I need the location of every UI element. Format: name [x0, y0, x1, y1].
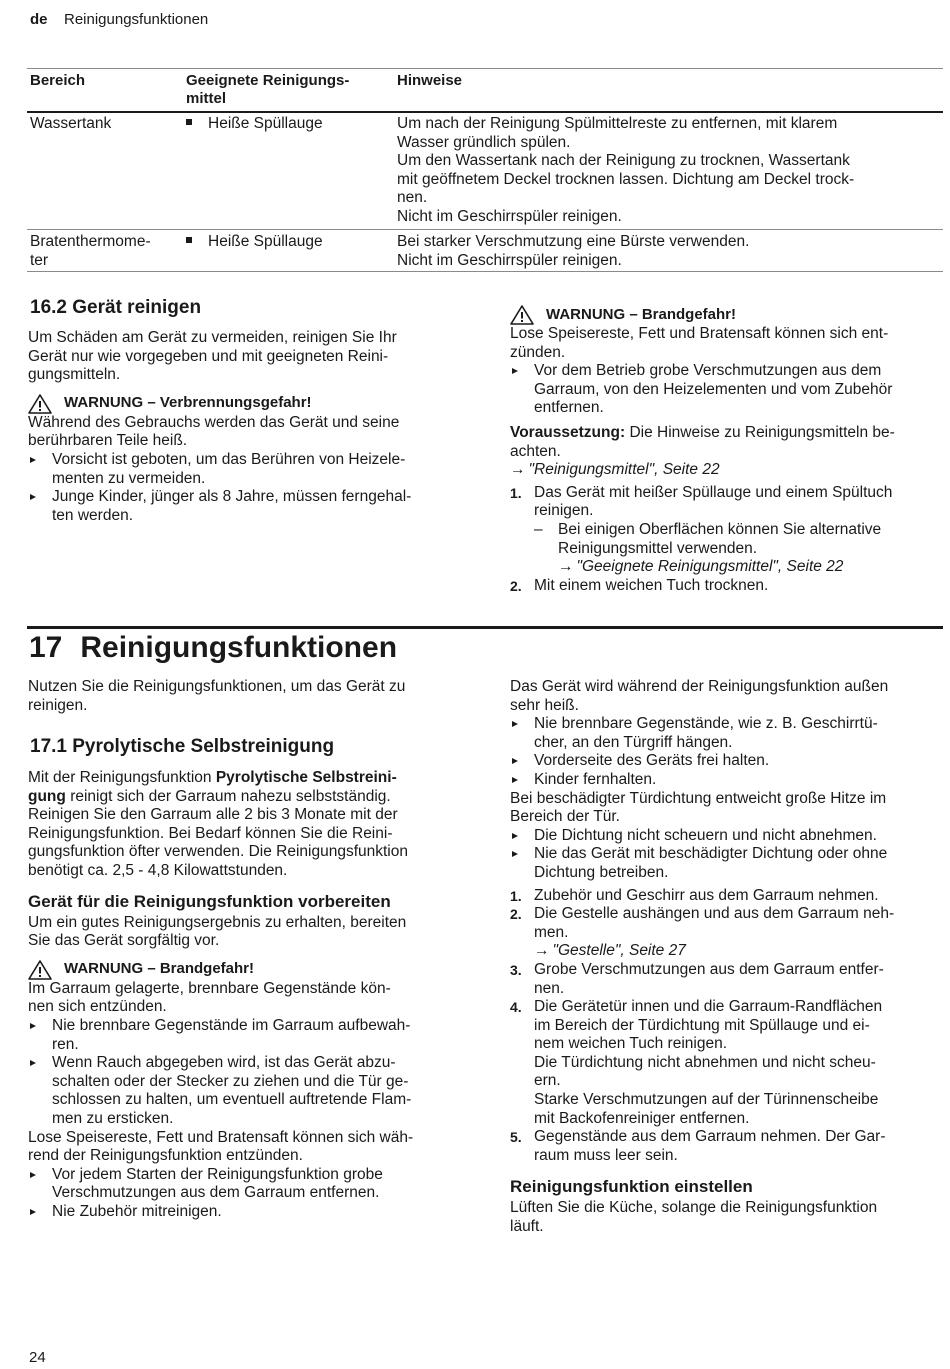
area-line: Bratenthermome- — [30, 233, 151, 250]
section-heading-16-2: 16.2 Gerät reinigen — [30, 297, 202, 318]
text-line: men zu ersticken. — [52, 1109, 174, 1127]
text-line: Die Gerätetür innen und die Garraum-Randflächen — [534, 998, 883, 1016]
subheading-prepare: Gerät für die Reinigungsfunktion vorbereiten — [28, 891, 391, 911]
text-line: Vor dem Betrieb grobe Verschmutzungen aus dem — [534, 362, 882, 380]
step-number: 1. — [510, 484, 522, 501]
pyro-paragraph — [28, 769, 473, 881]
warning-text — [28, 414, 468, 451]
warning-title-text: WARNUNG – Brandgefahr! — [546, 305, 737, 323]
text-line: entfernen. — [534, 399, 604, 417]
text-line: ern. — [534, 1072, 561, 1090]
chapter-17-right — [510, 678, 945, 1237]
text-part: reinigt sich der Garraum nahezu selbstständig. — [70, 787, 391, 805]
numbered-step — [510, 998, 945, 1128]
step-number: 3. — [510, 961, 522, 978]
text-line: schlossen zu halten, um eventuell auftretende Flam- — [52, 1091, 412, 1109]
table-cell-agent — [186, 233, 323, 252]
text-line: Wenn Rauch abgegeben wird, ist das Gerät abzu- — [52, 1054, 396, 1072]
bullet-item — [28, 1017, 473, 1054]
text-line: Zubehör und Geschirr aus dem Garraum nehmen. — [534, 886, 879, 904]
text-line: Sie das Gerät sorgfältig vor. — [28, 932, 220, 950]
seal-paragraph — [510, 790, 945, 827]
note-line: Nicht im Geschirrspüler reinigen. — [397, 207, 622, 225]
warning-triangle-icon — [28, 394, 52, 414]
heat-paragraph — [510, 678, 945, 715]
text-line: Nutzen Sie die Reinigungsfunktionen, um das Gerät zu — [28, 678, 406, 695]
text-line: Vorsicht ist geboten, um das Berühren von Heizele- — [52, 450, 406, 468]
bullet-item — [510, 771, 945, 790]
table-header-area: Bereich — [30, 72, 86, 89]
text-line: nen. — [534, 979, 565, 997]
running-header: Reinigungsfunktionen — [64, 11, 209, 28]
warning-triangle-icon — [510, 305, 534, 325]
text-line: Mit einem weichen Tuch trocknen. — [534, 576, 769, 594]
area-line: ter — [30, 251, 49, 269]
intro-paragraph — [28, 329, 468, 385]
reference-text: "Geeignete Reinigungsmittel", Seite 22 — [576, 558, 844, 576]
section-heading-17-1: 17.1 Pyrolytische Selbstreinigung — [30, 736, 335, 757]
text-line: Nie brennbare Gegenstände im Garraum aufbewah- — [52, 1016, 411, 1034]
prerequisite — [510, 424, 945, 461]
text-line: Die Gestelle aushängen und aus dem Garraum neh- — [534, 905, 895, 923]
text-line: Um Schäden am Gerät zu vermeiden, reinigen Sie Ihr — [28, 329, 397, 346]
function-name: Pyrolytische Selbstreini- — [215, 769, 397, 786]
text-line: berührbaren Teile heiß. — [28, 432, 188, 450]
square-bullet-icon — [186, 237, 192, 243]
step-number: 4. — [510, 999, 522, 1016]
reference-text: "Reinigungsmittel", Seite 22 — [528, 461, 720, 479]
text-line: Während des Gebrauchs werden das Gerät und seine — [28, 413, 400, 431]
header-line: mittel — [186, 90, 227, 107]
bullet-item — [28, 488, 468, 525]
text-line: läuft. — [510, 1218, 544, 1236]
text-line: rend der Reinigungsfunktion entzünden. — [28, 1147, 303, 1165]
text-line: Verschmutzungen aus dem Garraum entfernen. — [52, 1184, 380, 1202]
numbered-step — [510, 577, 945, 596]
arrow-right-icon: → — [534, 942, 550, 960]
note-line: mit geöffnetem Deckel trocknen lassen. Dichtung am Deckel trock- — [397, 170, 855, 188]
numbered-step — [510, 1128, 945, 1165]
text-line: Kinder fernhalten. — [534, 770, 657, 788]
text-line: Lose Speisereste, Fett und Bratensaft können sich ent- — [510, 325, 889, 342]
warning-text — [28, 1129, 473, 1166]
text-line: Das Gerät wird während der Reinigungsfunktion außen — [510, 678, 889, 695]
text-line: gungsfunktion öfter verwenden. Die Reinigungsfunktion — [28, 843, 408, 861]
intro-paragraph — [28, 678, 473, 715]
note-line: Wasser gründlich spülen. — [397, 133, 571, 151]
arrow-right-icon: → — [558, 558, 574, 576]
arrow-right-icon: → — [510, 461, 526, 479]
bullet-item — [510, 827, 945, 846]
text-line: cher, an den Türgriff hängen. — [534, 733, 733, 751]
table-cell-area — [30, 233, 151, 270]
step-number: 2. — [510, 577, 522, 594]
text-line: sehr heiß. — [510, 696, 579, 714]
note-line: nen. — [397, 189, 428, 207]
bullet-item — [28, 1166, 473, 1203]
table-row-rule — [27, 229, 943, 230]
table-bottom-rule — [27, 271, 943, 272]
step-number: 5. — [510, 1129, 522, 1146]
page-number: 24 — [29, 1349, 46, 1366]
set-paragraph — [510, 1199, 945, 1236]
bullet-item — [510, 362, 945, 418]
text-line: Gerät nur wie vorgegeben und mit geeigneten Reini- — [28, 347, 389, 365]
chapter-title — [29, 631, 397, 665]
text-line: Nie Zubehör mitreinigen. — [52, 1202, 222, 1220]
text-line: Lüften Sie die Küche, solange die Reinigungsfunktion — [510, 1199, 878, 1217]
text-line: Die Dichtung nicht scheuern und nicht abnehmen. — [534, 826, 877, 844]
table-header-notes: Hinweise — [397, 72, 463, 89]
warning-title-text: WARNUNG – Brandgefahr! — [64, 960, 255, 978]
cross-reference[interactable] — [510, 461, 945, 480]
chapter-17-left — [28, 678, 473, 715]
numbered-step — [510, 484, 945, 521]
section-16-2-left — [28, 329, 468, 525]
step-number: 2. — [510, 906, 522, 923]
text-line: Das Gerät mit heißer Spüllauge und einem Spültuch — [534, 483, 893, 501]
language-code: de — [30, 11, 48, 28]
section-17-1-body — [28, 769, 473, 1221]
text-line: reinigen. — [28, 696, 88, 714]
text-line: nem weichen Tuch reinigen. — [534, 1035, 728, 1053]
subheading-set-function: Reinigungsfunktion einstellen — [510, 1177, 753, 1197]
text-line: Bei beschädigter Türdichtung entweicht große Hitze im — [510, 789, 887, 807]
text-line: Die Hinweise zu Reinigungsmitteln be- — [629, 423, 895, 441]
warning-title — [28, 960, 473, 980]
text-line: Reinigungsfunktion. Bei Bedarf können Sie die Reini- — [28, 824, 393, 842]
text-line: Gegenstände aus dem Garraum nehmen. Der Gar- — [534, 1128, 886, 1146]
text-line: Nie das Gerät mit beschädigter Dichtung oder ohne — [534, 845, 888, 863]
numbered-step — [510, 887, 945, 906]
text-part: Mit der Reinigungsfunktion — [28, 769, 212, 786]
text-line: Im Garraum gelagerte, brennbare Gegenstände kön- — [28, 979, 391, 997]
text-line: schalten oder der Stecker zu ziehen und die Tür ge- — [52, 1072, 409, 1090]
text-line: reinigen. — [534, 502, 594, 520]
text-line: benötigt ca. 2,5 - 4,8 Kilowattstunden. — [28, 861, 288, 879]
text-line: nen sich entzünden. — [28, 998, 167, 1016]
cross-reference[interactable] — [558, 558, 945, 577]
text-line: gungsmitteln. — [28, 366, 121, 384]
text-line: Vor jedem Starten der Reinigungsfunktion grobe — [52, 1165, 383, 1183]
table-cell-notes — [397, 115, 854, 227]
text-line: Reinigungsmittel verwenden. — [558, 539, 758, 557]
text-line: Lose Speisereste, Fett und Bratensaft können sich wäh- — [28, 1128, 414, 1146]
text-line: Bei einigen Oberflächen können Sie alternative — [558, 520, 882, 538]
warning-title — [28, 394, 468, 414]
step-number: 1. — [510, 887, 522, 904]
text-line: menten zu vermeiden. — [52, 469, 206, 487]
text-line: raum muss leer sein. — [534, 1146, 678, 1164]
table-header-rule — [27, 111, 943, 113]
cross-reference[interactable] — [534, 942, 945, 961]
text-line: im Bereich der Türdichtung mit Spüllauge und ei- — [534, 1016, 870, 1034]
table-header-agent — [186, 72, 349, 108]
prepare-paragraph — [28, 914, 473, 951]
text-line: men. — [534, 923, 569, 941]
numbered-step — [510, 961, 945, 998]
warning-triangle-icon — [28, 960, 52, 980]
warning-title — [510, 305, 945, 325]
prereq-label: Voraussetzung: — [510, 423, 626, 441]
note-line: Um nach der Reinigung Spülmittelreste zu entfernen, mit klarem — [397, 115, 838, 132]
note-line: Nicht im Geschirrspüler reinigen. — [397, 251, 622, 269]
text-line: mit Backofenreiniger entfernen. — [534, 1109, 750, 1127]
text-line: Junge Kinder, jünger als 8 Jahre, müssen ferngehal- — [52, 488, 412, 506]
bullet-item — [510, 845, 945, 882]
text-line: ren. — [52, 1035, 79, 1053]
function-name: gung — [28, 787, 66, 805]
text-line: Die Türdichtung nicht abnehmen und nicht scheu- — [534, 1053, 876, 1071]
note-line: Um den Wassertank nach der Reinigung zu trocknen, Wassertank — [397, 152, 850, 170]
text-line: Vorderseite des Geräts frei halten. — [534, 752, 770, 770]
note-line: Bei starker Verschmutzung eine Bürste verwenden. — [397, 233, 750, 250]
table-cell-notes — [397, 233, 749, 270]
text-line: Um ein gutes Reinigungsergebnis zu erhalten, bereiten — [28, 913, 407, 931]
text-line: achten. — [510, 442, 561, 460]
text-line: Reinigen Sie den Garraum alle 2 bis 3 Monate mit der — [28, 806, 398, 824]
text-line: Nie brennbare Gegenstände, wie z. B. Geschirrtü- — [534, 715, 878, 733]
text-line: Starke Verschmutzungen auf der Türinnenscheibe — [534, 1091, 879, 1109]
warning-text — [28, 980, 473, 1017]
bullet-item — [28, 1054, 473, 1128]
table-cell-area: Wassertank — [30, 115, 112, 132]
text-line: Garraum, von den Heizelementen und vom Zubehör — [534, 380, 893, 398]
bullet-item — [510, 752, 945, 771]
square-bullet-icon — [186, 119, 192, 125]
text-line: ten werden. — [52, 506, 133, 524]
chapter-title-text: Reinigungsfunktionen — [80, 631, 398, 664]
bullet-item — [28, 1203, 473, 1222]
section-16-2-right — [510, 305, 945, 595]
numbered-step — [510, 905, 945, 961]
bullet-item — [510, 715, 945, 752]
dash-item — [510, 521, 945, 577]
reference-text: "Gestelle", Seite 27 — [552, 942, 686, 960]
header-line: Geeignete Reinigungs- — [186, 72, 350, 89]
table-top-rule — [27, 68, 943, 69]
dash-marker: – — [534, 520, 543, 538]
agent-text: Heiße Spüllauge — [208, 115, 323, 132]
agent-text: Heiße Spüllauge — [208, 233, 323, 250]
warning-title-text: WARNUNG – Verbrennungsgefahr! — [64, 394, 312, 412]
chapter-rule — [27, 626, 943, 629]
text-line: Dichtung betreiben. — [534, 863, 669, 881]
chapter-number: 17 — [29, 631, 63, 664]
bullet-item — [28, 451, 468, 488]
text-line: zünden. — [510, 343, 566, 361]
table-cell-agent — [186, 115, 323, 134]
warning-text — [510, 325, 945, 362]
text-line: Bereich der Tür. — [510, 808, 620, 826]
text-line: Grobe Verschmutzungen aus dem Garraum entfer- — [534, 960, 884, 978]
